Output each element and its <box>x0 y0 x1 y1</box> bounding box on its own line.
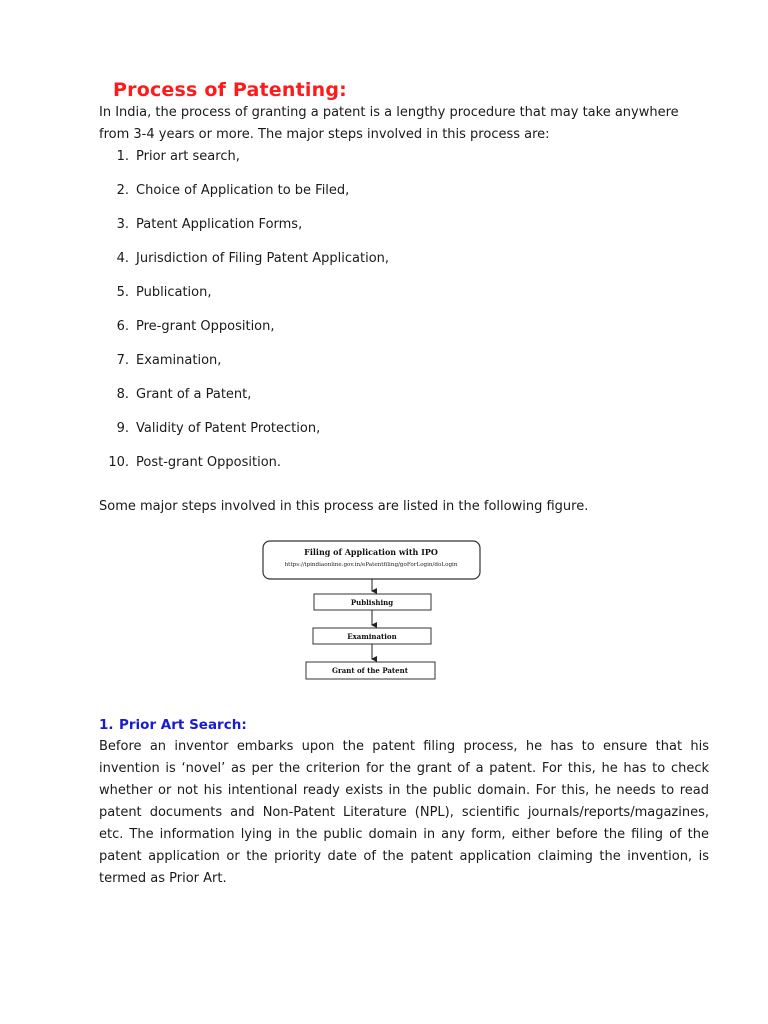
list-item-label: Jurisdiction of Filing Patent Application, <box>136 251 390 266</box>
list-item-number: 8. <box>116 387 129 402</box>
list-item-label: Examination, <box>136 353 222 368</box>
process-flowchart <box>262 539 482 684</box>
figure-intro-paragraph: Some major steps involved in this process are listed in the following figure. <box>99 499 589 514</box>
list-item-number: 2. <box>116 183 129 198</box>
list-item-label: Publication, <box>136 285 212 300</box>
list-item-number: 3. <box>116 217 129 232</box>
prior-art-paragraph: Before an inventor embarks upon the patent filing process, he has to ensure that his invention is ‘novel’ as per the criterion for the grant of a patent. For this, he has to check whether or not his intentional ready exists in the public domain. For this, he needs to read patent documents and Non-Patent Literature (NPL), scientific journals/reports/magazines, etc. The information lying in the public domain in any form, either before the filing of the patent application or the priority date of the patent application claiming the invention, is termed as Prior Art. <box>99 739 709 886</box>
list-item-label: Grant of a Patent, <box>136 387 252 402</box>
list-item-label: Post-grant Opposition. <box>136 455 282 470</box>
list-item-number: 5. <box>116 285 129 300</box>
list-item-label: Choice of Application to be Filed, <box>136 183 350 198</box>
section-number: 1. <box>99 717 114 733</box>
list-item-number: 9. <box>116 421 129 436</box>
flowchart-box-filing-url: https://ipindiaonline.gov.in/ePatentfiling/goForLogin/doLogin <box>284 562 458 568</box>
flowchart-box-filing-title: Filing of Application with IPO <box>304 547 438 557</box>
flowchart-box-publishing-label: Publishing <box>350 598 394 607</box>
list-item-label: Patent Application Forms, <box>136 217 303 232</box>
flowchart-box-grant-label: Grant of the Patent <box>332 666 408 675</box>
page-title: Process of Patenting: <box>113 79 347 101</box>
flowchart-box-examination-label: Examination <box>347 632 397 641</box>
section-heading-prior-art <box>99 714 247 736</box>
list-item-label: Pre-grant Opposition, <box>136 319 275 334</box>
list-item-number: 10. <box>108 455 129 470</box>
list-item-label: Validity of Patent Protection, <box>136 421 321 436</box>
list-item-label: Prior art search, <box>136 149 240 164</box>
list-item-number: 6. <box>116 319 129 334</box>
list-item-number: 7. <box>116 353 129 368</box>
list-item-number: 4. <box>116 251 129 266</box>
list-item-number: 1. <box>116 149 129 164</box>
intro-paragraph: In India, the process of granting a patent is a lengthy procedure that may take anywhere from 3-4 years or more. The major steps involved in this process are: <box>99 105 679 142</box>
section-heading-text: Prior Art Search: <box>119 717 247 733</box>
